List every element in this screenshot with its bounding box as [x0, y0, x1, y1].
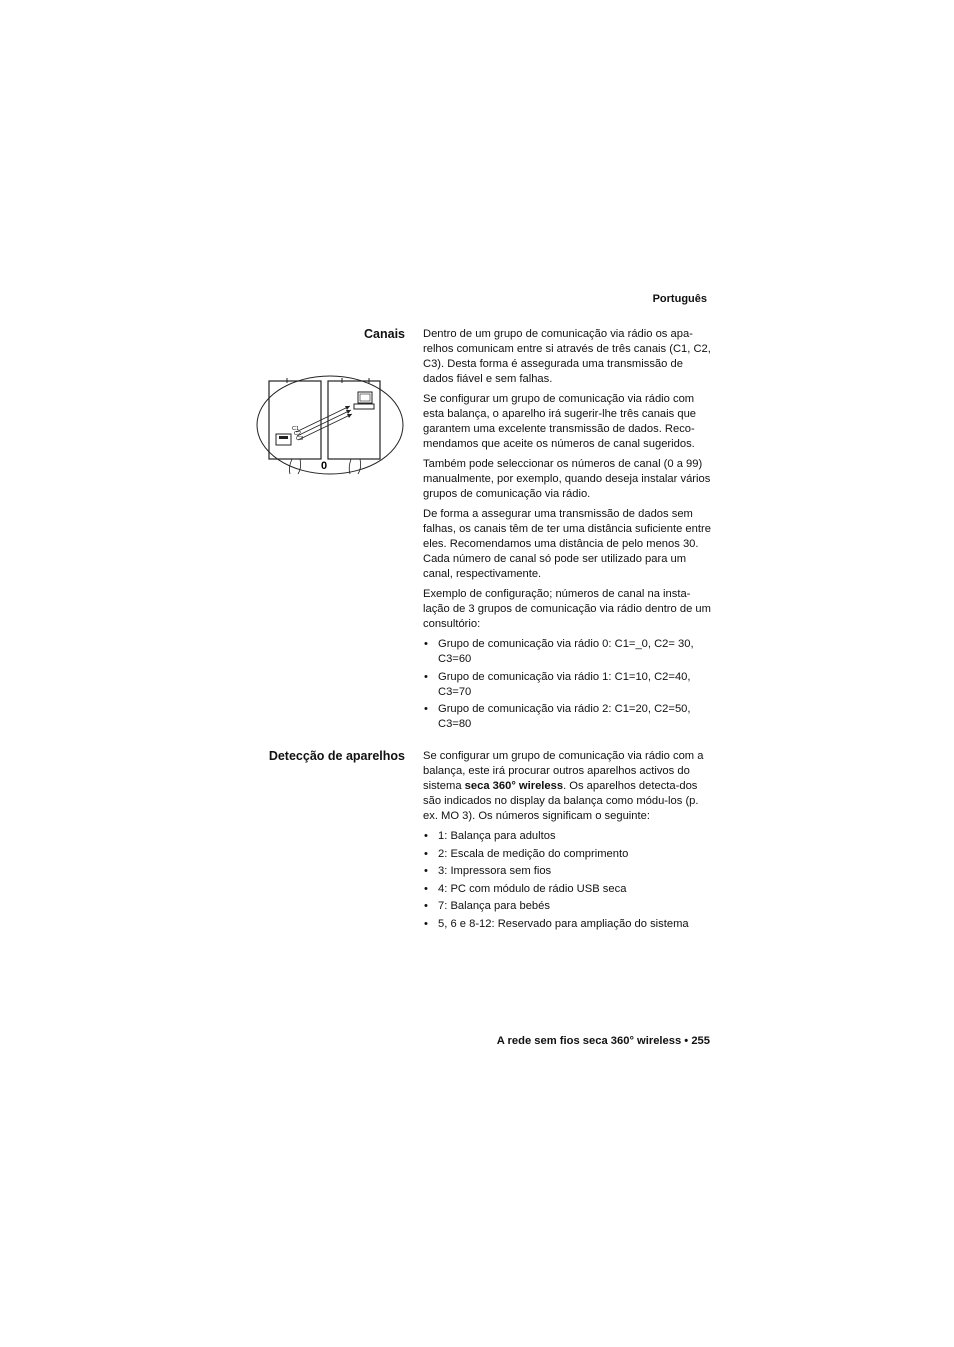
list-item: • Grupo de comunicação via rádio 1: C1=10, C2=40, C3=70	[423, 670, 711, 700]
room-left	[269, 381, 321, 459]
text-span: Se configurar um grupo de comunicação via rádio com a balança, este irá procurar outros aparelhos activos do sistema	[423, 750, 704, 792]
list-item: • 5, 6 e 8-12: Reservado para ampliação do sistema	[423, 917, 711, 932]
list-item: • Grupo de comunicação via rádio 0: C1=_0, C2= 30, C3=60	[423, 637, 711, 667]
brand-name: seca 360° wireless	[464, 780, 564, 792]
list-item: • 3: Impressora sem fios	[423, 864, 711, 879]
device-number-list	[423, 829, 711, 932]
section-title-deteccao: Detecção de aparelhos	[268, 749, 405, 763]
paragraph: Se configurar um grupo de comunicação via rádio com esta balança, o aparelho irá sugerir-lhe três canais que garantem uma excelente transmissão de dados. Reco-mendamos que aceite os números de canal sugeridos.	[423, 393, 697, 450]
scale-device-icon	[276, 434, 291, 445]
radio-group-illustration	[254, 370, 410, 482]
list-item: • 2: Escala de medição do comprimento	[423, 847, 711, 862]
list-item: • 7: Balança para bebés	[423, 899, 711, 914]
paragraph: De forma a assegurar uma transmissão de dados sem falhas, os canais têm de ter uma distância suficiente entre eles. Recomendamos uma distância de pelo menos 30. Cada número de canal só pode ser utilizado para um canal, respectivamente.	[423, 508, 711, 580]
list-item: • Grupo de comunicação via rádio 2: C1=20, C2=50, C3=80	[423, 702, 711, 732]
channel-label: C1	[292, 426, 300, 432]
paragraph: Dentro de um grupo de comunicação via rádio os apa-relhos comunicam entre si através de três canais (C1, C2, C3). Desta forma é assegurada uma transmissão de dados fiável e sem falhas.	[423, 328, 711, 385]
deteccao-body	[423, 749, 711, 934]
channel-label: C2	[294, 431, 302, 437]
paragraph: Também pode seleccionar os números de canal (0 a 99) manualmente, por exemplo, quando deseja instalar vários grupos de comunicação via rádio.	[423, 458, 711, 500]
canais-body	[423, 327, 711, 735]
paragraph	[423, 749, 711, 824]
page-header-language: Português	[652, 293, 707, 305]
group-number-label: 0	[321, 460, 328, 472]
list-item: • 1: Balança para adultos	[423, 829, 711, 844]
list-item: • 4: PC com módulo de rádio USB seca	[423, 882, 711, 897]
paragraph: Exemplo de configuração; números de canal na insta-lação de 3 grupos de comunicação via rádio dentro de um consultório:	[423, 588, 711, 630]
channel-label: C3	[296, 436, 304, 442]
page-footer: A rede sem fios seca 360° wireless • 255	[496, 1035, 710, 1047]
text-span: . Os aparelhos detecta-dos são indicados no display da balança como módu-los (p. ex. MO 3). Os números significam o seguinte:	[423, 780, 699, 822]
config-example-list	[423, 637, 711, 732]
section-title-canais: Canais	[364, 327, 405, 341]
